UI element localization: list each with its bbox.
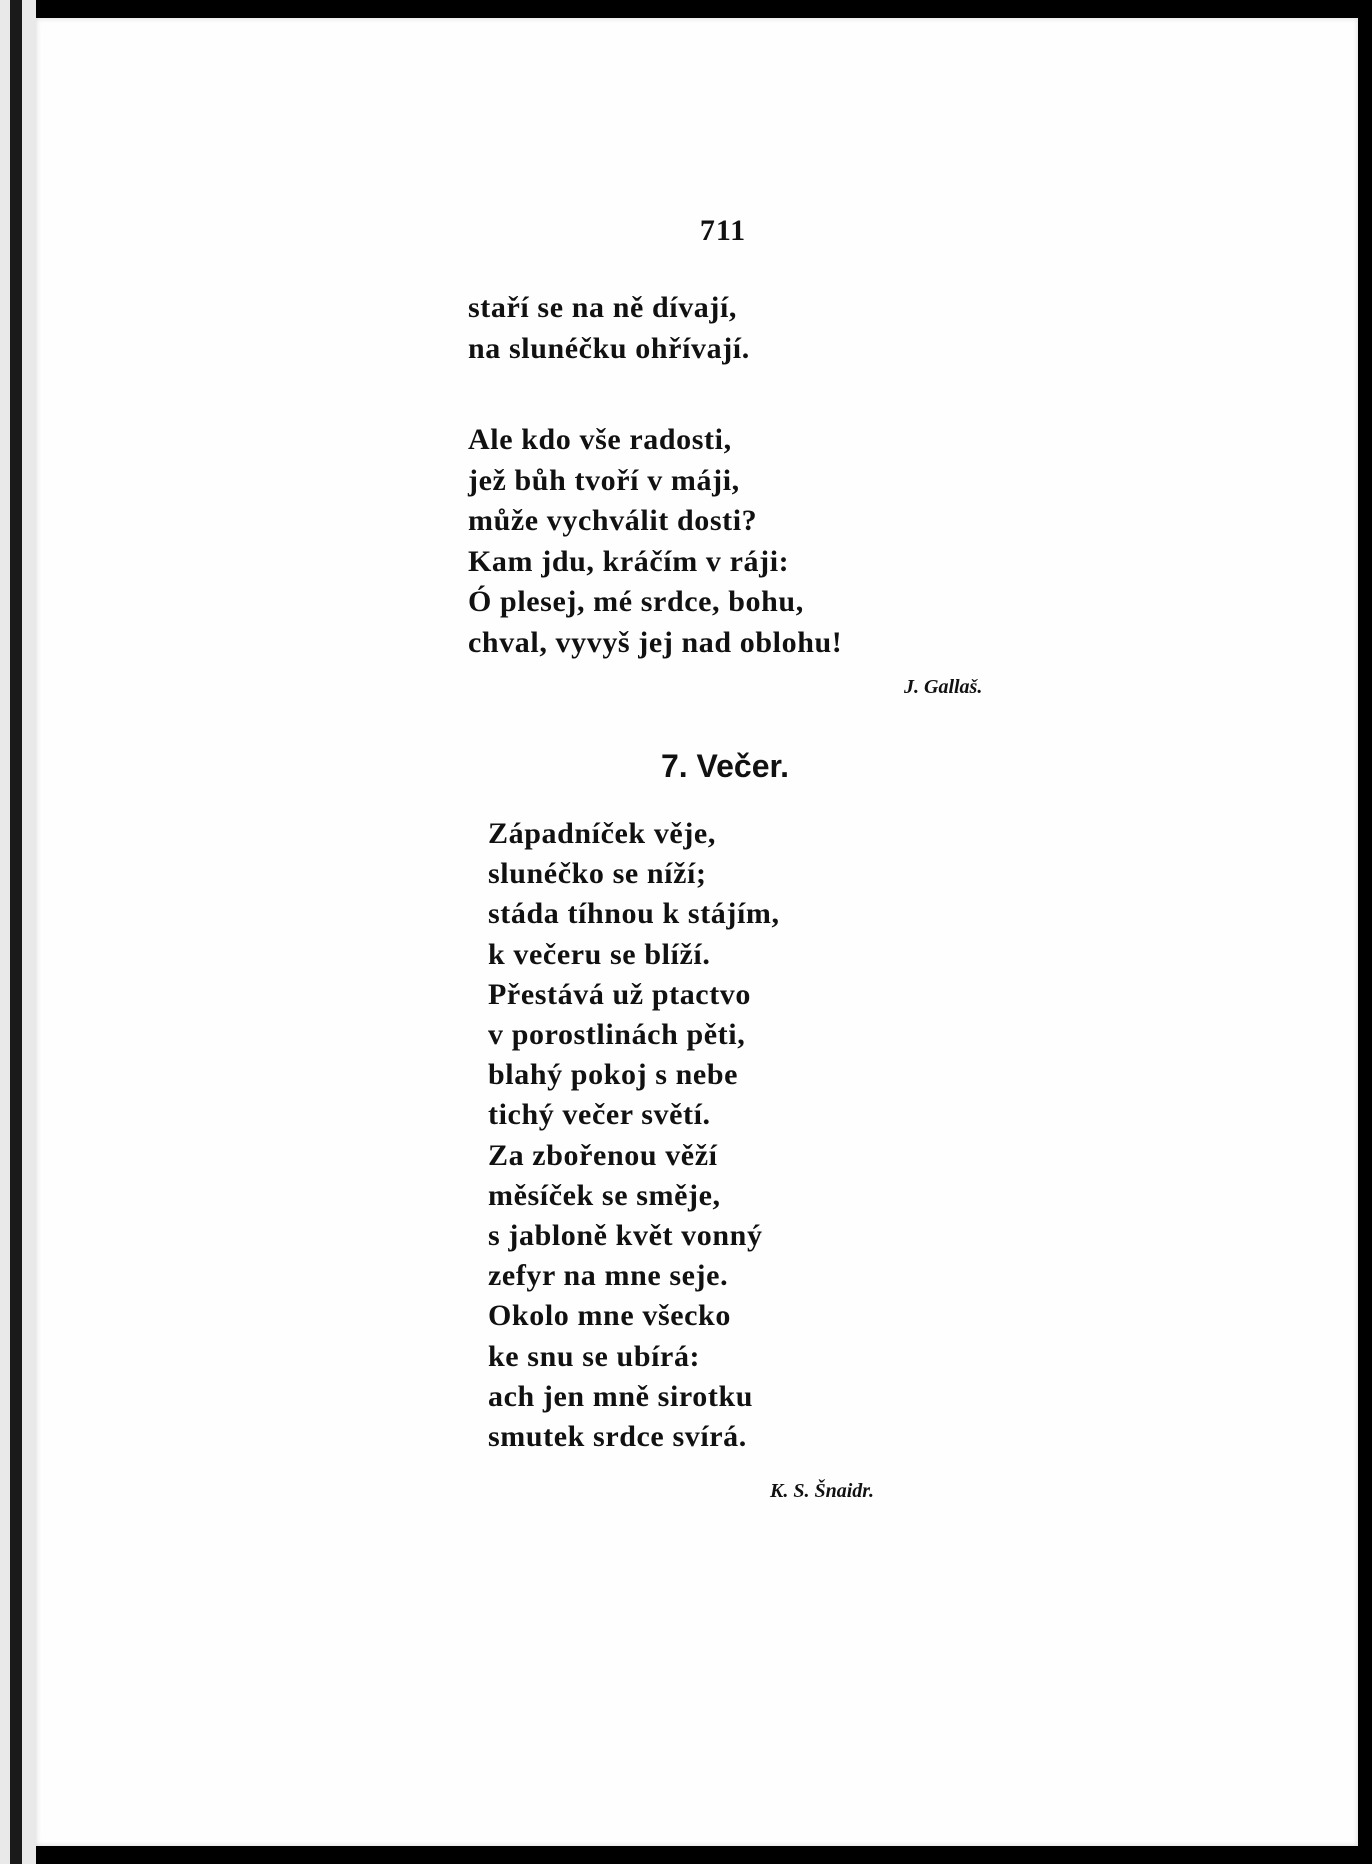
poem-title: 7. Večer. <box>660 748 790 784</box>
poem-line: Za zbořenou věží <box>488 1138 718 1172</box>
stanza <box>468 420 842 663</box>
scan-edge-left <box>0 0 36 1864</box>
author-signature: J. Gallaš. <box>904 676 983 698</box>
poem-line: v porostlinách pěti, <box>488 1018 746 1052</box>
poem-line: tichý večer světí. <box>488 1098 711 1132</box>
poem-line: k večeru se blíží. <box>488 937 711 971</box>
poem-line: ach jen mně sirotku <box>488 1379 754 1413</box>
poem-line: na slunéčku ohřívají. <box>468 331 750 365</box>
poem-line: Ale kdo vše radosti, <box>468 423 732 456</box>
poem-body <box>488 814 780 1457</box>
page-number: 711 <box>699 214 747 247</box>
poem-line: staří se na ně dívají, <box>468 291 738 324</box>
poem-line: Přestává už ptactvo <box>488 977 752 1011</box>
poem-line: smutek srdce svírá. <box>488 1420 747 1454</box>
poem-line: měsíček se směje, <box>488 1178 721 1212</box>
book-page <box>36 18 1358 1846</box>
stanza-continued <box>468 288 750 369</box>
poem-line: slunéčko se níží; <box>488 857 707 891</box>
poem-line: Západníček věje, <box>488 817 716 850</box>
poem-line: ke snu se ubírá: <box>488 1339 701 1373</box>
poem-line: zefyr na mne seje. <box>488 1259 729 1293</box>
poem-line: chval, vyvyš jej nad oblohu! <box>468 625 843 659</box>
poem-line: Ó plesej, mé srdce, bohu, <box>468 585 804 618</box>
scan-shadow <box>10 0 22 1864</box>
poem-line: blahý pokoj s nebe <box>488 1058 739 1092</box>
author-signature: K. S. Šnaidr. <box>770 1480 874 1502</box>
poem-line: jež bůh tvoří v máji, <box>468 463 740 497</box>
poem-line: stáda tíhnou k stájím, <box>488 897 780 931</box>
poem-line: s jabloně květ vonný <box>488 1219 763 1253</box>
poem-line: Okolo mne všecko <box>488 1299 731 1333</box>
poem-line: Kam jdu, kráčím v ráji: <box>468 544 790 578</box>
poem-line: může vychválit dosti? <box>468 504 758 537</box>
